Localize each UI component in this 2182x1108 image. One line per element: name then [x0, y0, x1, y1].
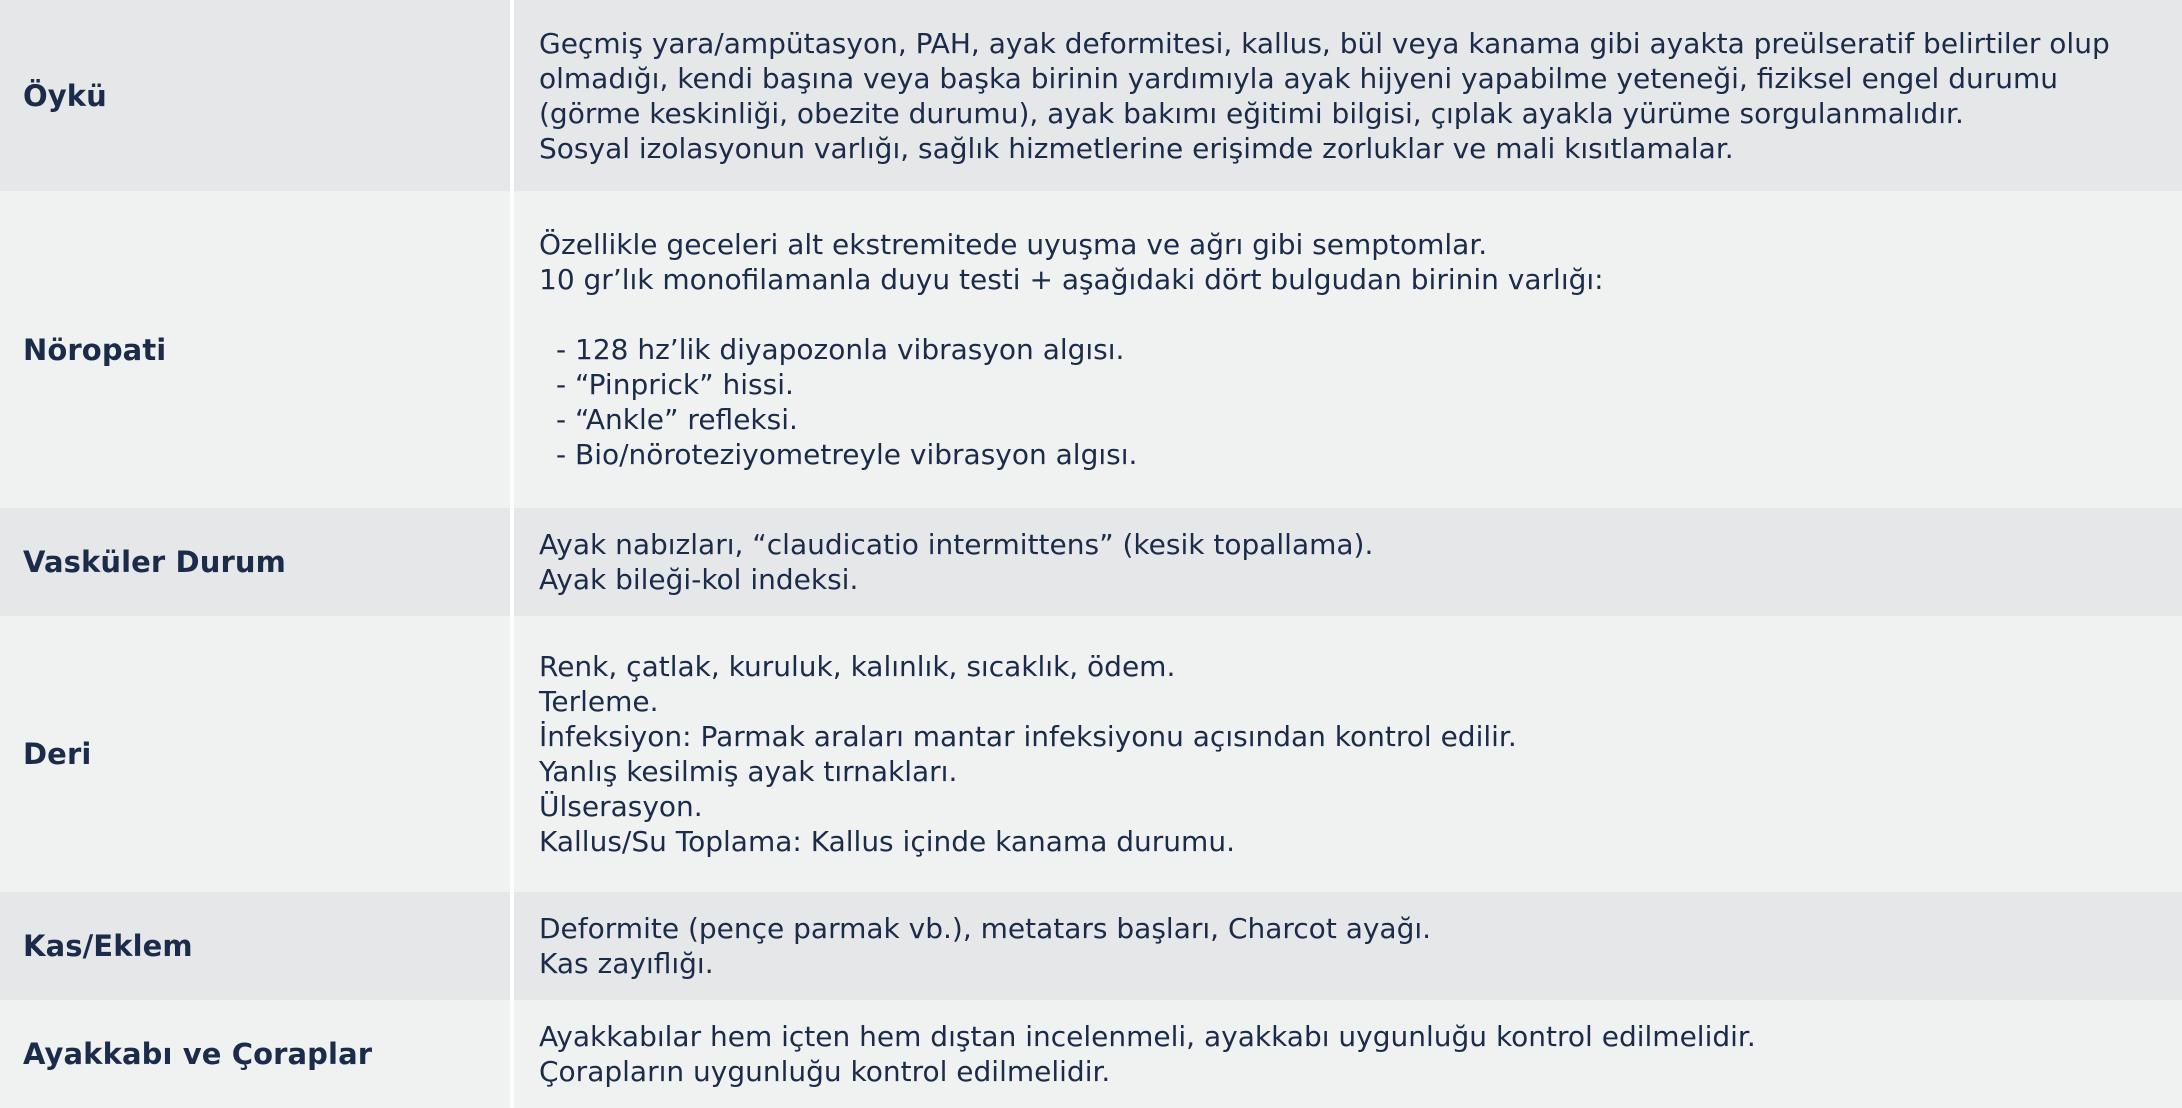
table-row-neuropathy — [0, 191, 2182, 508]
row-label: Nöropati — [0, 191, 510, 508]
row-label: Deri — [0, 616, 510, 892]
content-line: Renk, çatlak, kuruluk, kalınlık, sıcaklık, ödem. — [539, 650, 1176, 683]
content-line: Sosyal izolasyonun varlığı, sağlık hizmetlerine erişimde zorluklar ve mali kısıtlamalar. — [539, 131, 1734, 165]
table-row-shoes-socks — [0, 1000, 2182, 1108]
content-line: Geçmiş yara/ampütasyon, PAH, ayak deformitesi, kallus, bül veya kanama gibi ayakta preülseratif belirtiler olup — [539, 26, 2110, 60]
content-line: Terleme. — [539, 685, 659, 718]
table-row-muscle-joint — [0, 892, 2182, 1000]
row-content — [514, 892, 2182, 1000]
content-line: Deformite (pençe parmak vb.), metatars başları, Charcot ayağı. — [539, 912, 1432, 945]
table-row-skin — [0, 616, 2182, 892]
bullet-item: - 128 hz’lik diyapozonla vibrasyon algısı. — [556, 333, 1125, 366]
content-line: Kallus/Su Toplama: Kallus içinde kanama durumu. — [539, 825, 1235, 858]
row-content — [514, 616, 2182, 892]
content-line: Ayak bileği-kol indeksi. — [539, 563, 859, 596]
table-row-vascular — [0, 508, 2182, 616]
content-line: Kas zayıflığı. — [539, 947, 714, 980]
row-label: Öykü — [0, 0, 510, 191]
content-line: olmadığı, kendi başına veya başka birinin yardımıyla ayak hijyeni yapabilme yeteneği, fiziksel engel durumu — [539, 61, 2059, 95]
content-line: İnfeksiyon: Parmak araları mantar infeksiyonu açısından kontrol edilir. — [539, 720, 1517, 753]
row-label: Vasküler Durum — [0, 508, 510, 616]
row-content — [514, 0, 2182, 191]
content-line: Ayakkabılar hem içten hem dıştan incelenmeli, ayakkabı uygunluğu kontrol edilmelidir. — [539, 1020, 1756, 1053]
row-content — [514, 508, 2182, 616]
content-line: Özellikle geceleri alt ekstremitede uyuşma ve ağrı gibi semptomlar. — [539, 228, 1488, 261]
spacer — [539, 297, 2182, 332]
bullet-item: - Bio/nöroteziyometreyle vibrasyon algısı. — [556, 438, 1138, 471]
bullet-item: - “Ankle” refleksi. — [556, 403, 798, 436]
content-line: Yanlış kesilmiş ayak tırnakları. — [539, 755, 958, 788]
content-line: Ayak nabızları, “claudicatio intermittens” (kesik topallama). — [539, 528, 1374, 561]
row-content — [514, 1000, 2182, 1108]
row-label: Ayakkabı ve Çoraplar — [0, 1000, 510, 1108]
table-row-history — [0, 0, 2182, 191]
content-line: Çorapların uygunluğu kontrol edilmelidir. — [539, 1055, 1111, 1088]
content-line: 10 gr’lık monofilamanla duyu testi + aşağıdaki dört bulgudan birinin varlığı: — [539, 263, 1604, 296]
content-line: Ülserasyon. — [539, 790, 703, 823]
bullet-item: - “Pinprick” hissi. — [556, 368, 794, 401]
content-line: (görme keskinliği, obezite durumu), ayak bakımı eğitimi bilgisi, çıplak ayakla yürüme sorgulanmalıdır. — [539, 96, 1964, 130]
row-content — [514, 191, 2182, 508]
row-label: Kas/Eklem — [0, 892, 510, 1000]
